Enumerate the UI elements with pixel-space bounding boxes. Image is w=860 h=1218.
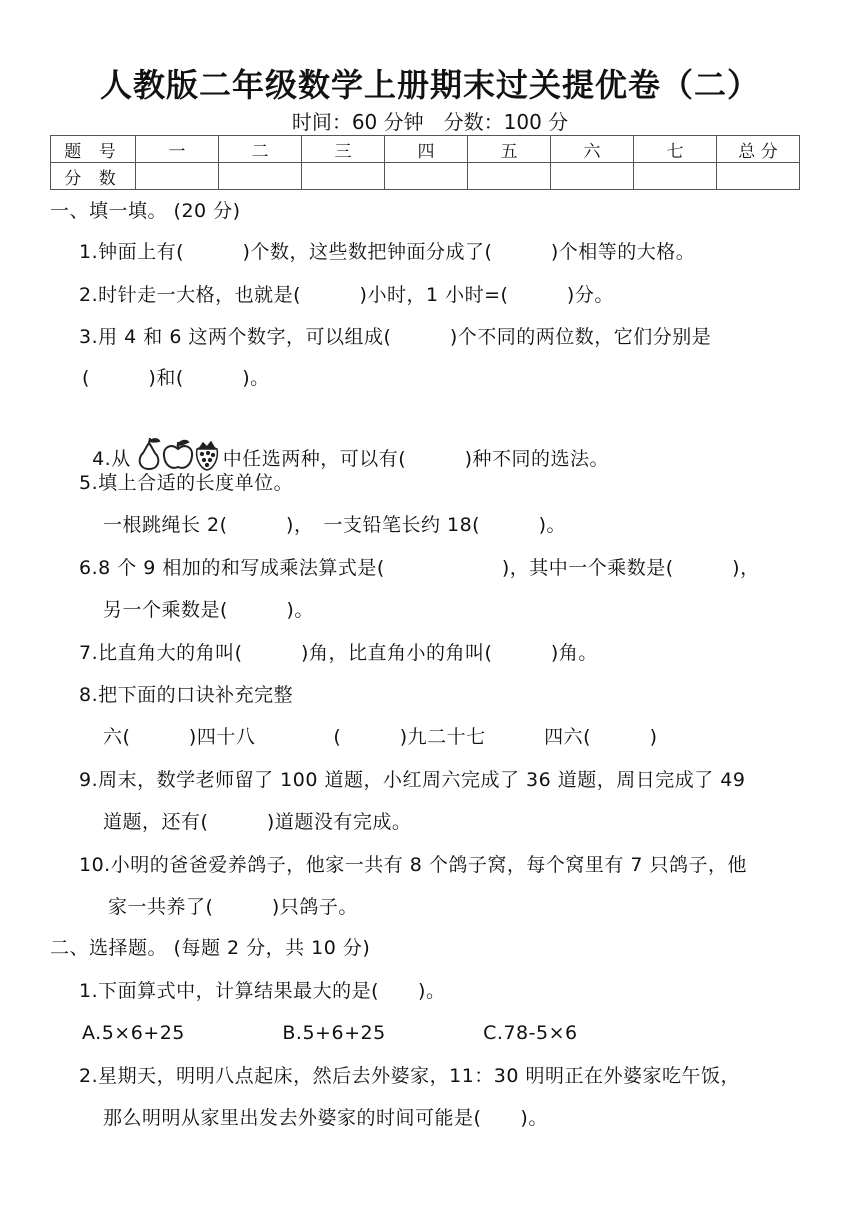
table-cell: 三 bbox=[302, 136, 385, 163]
question-4 bbox=[79, 415, 609, 476]
choice-question-1-options: A.5×6+25 B.5+6+25 C.78-5×6 bbox=[82, 1022, 578, 1044]
score-cell[interactable] bbox=[136, 163, 219, 190]
question-5-line-2: 一根跳绳长 2( )， 一支铅笔长约 18( )。 bbox=[103, 514, 566, 536]
question-3-line-1: 3.用 4 和 6 这两个数字，可以组成( )个不同的两位数，它们分别是 bbox=[79, 326, 712, 348]
section-heading: 一、填一填。 (20 分) bbox=[50, 200, 241, 222]
score-cell[interactable] bbox=[634, 163, 717, 190]
question-9-line-1: 9.周末，数学老师留了 100 道题，小红周六完成了 36 道题，周日完成了 49 bbox=[79, 769, 746, 791]
question-7: 7.比直角大的角叫( )角，比直角小的角叫( )角。 bbox=[79, 642, 598, 664]
question-8-line-1: 8.把下面的口诀补充完整 bbox=[79, 684, 294, 706]
table-cell: 二 bbox=[219, 136, 302, 163]
score-table bbox=[50, 135, 800, 190]
question-3-line-2: ( )和( )。 bbox=[82, 367, 270, 389]
choice-question-2-line-2: 那么明明从家里出发去外婆家的时间可能是( )。 bbox=[103, 1107, 548, 1129]
table-cell: 五 bbox=[468, 136, 551, 163]
score-cell[interactable] bbox=[717, 163, 800, 190]
table-cell: 六 bbox=[551, 136, 634, 163]
score-cell[interactable] bbox=[385, 163, 468, 190]
strawberry-icon bbox=[196, 442, 217, 470]
question-9-line-2: 道题，还有( )道题没有完成。 bbox=[103, 811, 412, 833]
question-5-line-1: 5.填上合适的长度单位。 bbox=[79, 472, 294, 494]
question-6-line-1: 6.8 个 9 相加的和写成乘法算式是( )，其中一个乘数是( )， bbox=[79, 557, 760, 579]
table-cell: 题 号 bbox=[51, 136, 136, 163]
table-cell: 七 bbox=[634, 136, 717, 163]
question-10-line-2: 家一共养了( )只鸽子。 bbox=[108, 896, 358, 918]
score-cell[interactable] bbox=[551, 163, 634, 190]
score-cell[interactable] bbox=[468, 163, 551, 190]
pear-icon bbox=[139, 438, 158, 469]
choice-question-1: 1.下面算式中，计算结果最大的是( )。 bbox=[79, 980, 446, 1002]
page-title: 人教版二年级数学上册期末过关提优卷（二） bbox=[99, 66, 760, 104]
question-2: 2.时针走一大格，也就是( )小时，1 小时=( )分。 bbox=[79, 284, 614, 306]
fruit-picture bbox=[133, 437, 221, 471]
question-4-prefix: 4.从 bbox=[92, 448, 131, 470]
score-cell[interactable] bbox=[219, 163, 302, 190]
apple-icon bbox=[164, 441, 192, 468]
question-4-suffix: 中任选两种，可以有( )种不同的选法。 bbox=[222, 448, 610, 470]
exam-info: 时间：60 分钟 分数：100 分 bbox=[291, 110, 569, 134]
choice-question-2-line-1: 2.星期天，明明八点起床，然后去外婆家，11：30 明明正在外婆家吃午饭， bbox=[79, 1065, 741, 1087]
score-cell[interactable] bbox=[302, 163, 385, 190]
score-table-header-row bbox=[51, 136, 800, 163]
question-8-line-2: 六( )四十八 ( )九二十七 四六( ) bbox=[103, 726, 658, 748]
section-heading: 二、选择题。 (每题 2 分，共 10 分) bbox=[50, 937, 371, 959]
question-6-line-2: 另一个乘数是( )。 bbox=[103, 599, 314, 621]
question-1: 1.钟面上有( )个数，这些数把钟面分成了( )个相等的大格。 bbox=[79, 241, 696, 263]
table-cell: 分 数 bbox=[51, 163, 136, 190]
question-10-line-1: 10.小明的爸爸爱养鸽子，他家一共有 8 个鸽子窝，每个窝里有 7 只鸽子，他 bbox=[79, 854, 748, 876]
table-cell: 总 分 bbox=[717, 136, 800, 163]
score-table-score-row bbox=[51, 163, 800, 190]
table-cell: 一 bbox=[136, 136, 219, 163]
table-cell: 四 bbox=[385, 136, 468, 163]
